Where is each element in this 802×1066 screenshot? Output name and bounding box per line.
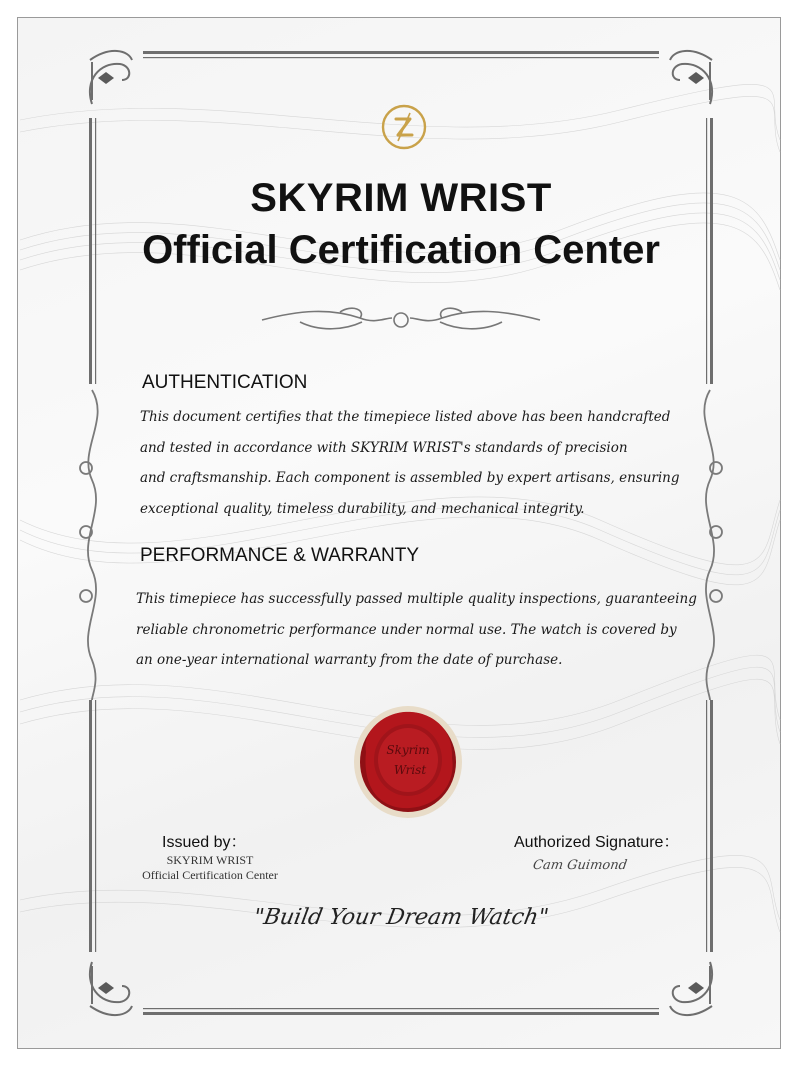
certificate-title: Official Certification Center	[142, 228, 660, 272]
brand-title: SKYRIM WRIST	[250, 176, 552, 220]
authentication-line: and tested in accordance with SKYRIM WRIST's standards of precision	[140, 439, 628, 456]
authentication-line: This document certifies that the timepiece listed above has been handcrafted	[140, 409, 671, 425]
issued-by-name	[140, 853, 280, 883]
seal-text-bottom: Wrist	[393, 763, 427, 777]
brand-logo-icon	[380, 103, 428, 151]
performance-line: This timepiece has successfully passed multiple quality inspections, guaranteeing	[136, 591, 697, 607]
title-divider-ornament	[262, 308, 540, 329]
performance-line: an one-year international warranty from the date of purchase.	[136, 652, 563, 668]
authentication-line: and craftsmanship. Each component is assembled by expert artisans, ensuring	[140, 470, 680, 486]
issuer-line: SKYRIM WRIST	[166, 853, 254, 867]
issuer-line: Official Certification Center	[142, 868, 278, 882]
wax-seal	[352, 702, 462, 818]
performance-line: reliable chronometric performance under normal use. The watch is covered by	[136, 621, 677, 638]
authentication-paragraph	[140, 402, 710, 524]
performance-heading: PERFORMANCE & WARRANTY	[140, 545, 420, 566]
signature-label: Authorized Signature：	[514, 834, 680, 851]
motto: "Build Your Dream Watch"	[251, 905, 551, 930]
performance-paragraph	[136, 584, 716, 676]
issued-by-label: Issued by：	[162, 834, 247, 851]
authentication-heading: AUTHENTICATION	[142, 372, 308, 393]
signature-name: Cam Guimond	[531, 858, 628, 873]
authentication-line: exceptional quality, timeless durability, and mechanical integrity.	[140, 500, 585, 517]
seal-text-top: Skyrim	[386, 743, 430, 757]
